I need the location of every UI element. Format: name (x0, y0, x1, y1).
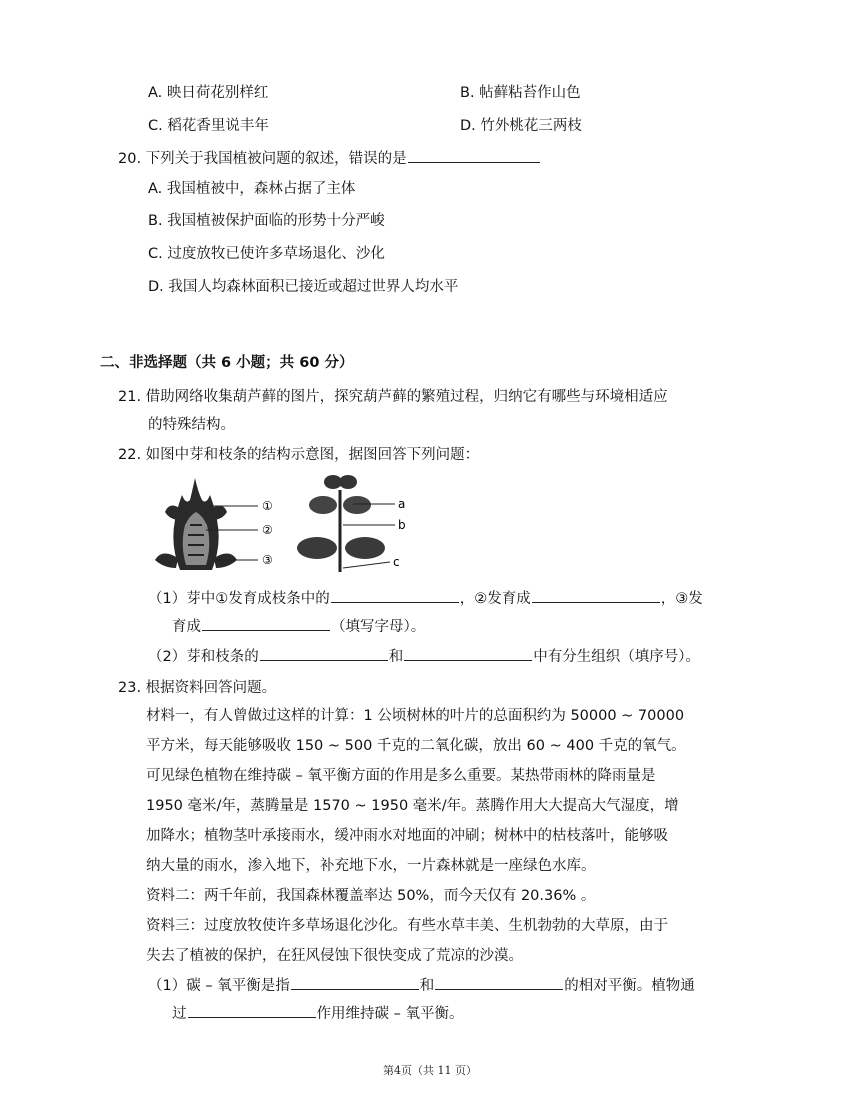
q20-option-d: D. 我国人均森林面积已接近或超过世界人均水平 (148, 279, 459, 295)
q23-p1-text-b: 和 (419, 978, 435, 994)
q23-p1-blank-2[interactable] (435, 974, 563, 990)
q22-part-1-line-1 (148, 587, 703, 608)
branch-label-c: c (393, 555, 400, 569)
q23-material-1-line-3: 可见绿色植物在维持碳 – 氧平衡方面的作用是多么重要。某热带雨林的降雨量是 (146, 768, 656, 784)
q20-stem-text: 20. 下列关于我国植被问题的叙述，错误的是 (118, 151, 407, 167)
q23-material-1-line-2: 平方米，每天能够吸收 150 ~ 500 千克的二氧化碳，放出 60 ~ 400 千克的氧气。 (146, 738, 686, 754)
q22-part-1-line-2 (172, 615, 425, 636)
q21-line-2: 的特殊结构。 (148, 417, 235, 433)
branch-label-a: a (398, 497, 406, 511)
q19-option-a: A. 映日荷花别样红 (148, 85, 269, 101)
q22-stem: 22. 如图中芽和枝条的结构示意图，据图回答下列问题： (118, 447, 480, 463)
q22-p1-text-a: （1）芽中①发育成枝条中的 (148, 591, 330, 607)
section-2-heading: 二、非选择题（共 6 小题；共 60 分） (100, 355, 354, 371)
q23-material-3-line-2: 失去了植被的保护，在狂风侵蚀下很快变成了荒凉的沙漠。 (146, 948, 523, 964)
q23-part-1-line-2 (172, 1002, 463, 1023)
q23-p1-text-c: 的相对平衡。植物通 (564, 978, 695, 994)
bud-label-3: ③ (262, 553, 273, 567)
q22-p2-text-c: 中有分生组织（填序号）。 (533, 649, 700, 665)
q20-option-a: A. 我国植被中，森林占据了主体 (148, 181, 356, 197)
q23-p1-blank-1[interactable] (291, 974, 419, 990)
q23-material-1-line-5: 加降水；植物茎叶承接雨水，缓冲雨水对地面的冲刷；树林中的枯枝落叶，能够吸 (146, 828, 668, 844)
q22-p1-blank-2[interactable] (532, 587, 660, 603)
q21-line-1: 21. 借助网络收集葫芦藓的图片，探究葫芦藓的繁殖过程，归纳它有哪些与环境相适应 (118, 389, 668, 405)
bud-label-2: ② (262, 523, 273, 537)
bud-label-1: ① (262, 499, 273, 513)
q19-option-b: B. 帖藓粘苔作山色 (460, 85, 581, 101)
branch-diagram (295, 470, 410, 578)
q22-p2-text-b: 和 (388, 649, 404, 665)
q23-p1-text-e: 作用维持碳 – 氧平衡。 (316, 1006, 464, 1022)
q22-p2-text-a: （2）芽和枝条的 (148, 649, 259, 665)
q23-material-1-line-4: 1950 毫米/年，蒸腾量是 1570 ~ 1950 毫米/年。蒸腾作用大大提高大气湿度，增 (146, 798, 679, 814)
q23-p1-text-a: （1）碳 – 氧平衡是指 (148, 978, 290, 994)
q19-option-d: D. 竹外桃花三两枝 (460, 118, 582, 134)
q23-stem: 23. 根据资料回答问题。 (118, 680, 277, 696)
branch-label-b: b (398, 518, 406, 532)
q22-part-2 (148, 645, 700, 666)
page-footer: 第4页（共 11 页） (383, 1064, 477, 1077)
q23-part-1-line-1 (148, 974, 695, 995)
q22-p1-text-d: 育成 (172, 619, 201, 635)
q22-p1-text-b: ，②发育成 (459, 591, 531, 607)
q22-p2-blank-1[interactable] (260, 645, 388, 661)
q22-p1-text-c: ，③发 (660, 591, 703, 607)
bud-diagram (140, 470, 280, 578)
q20-option-b: B. 我国植被保护面临的形势十分严峻 (148, 213, 385, 229)
q23-material-2: 资料二：两千年前，我国森林覆盖率达 50%，而今天仅有 20.36% 。 (146, 888, 596, 904)
q20-stem (118, 147, 541, 168)
q20-option-c: C. 过度放牧已使许多草场退化、沙化 (148, 246, 385, 262)
q22-p1-blank-3[interactable] (202, 615, 330, 631)
q23-material-1-line-6: 纳大量的雨水，渗入地下，补充地下水，一片森林就是一座绿色水库。 (146, 858, 596, 874)
q22-p1-text-e: （填写字母）。 (331, 619, 426, 635)
q23-p1-blank-3[interactable] (188, 1002, 316, 1018)
q23-material-1-line-1: 材料一，有人曾做过这样的计算：1 公顷树林的叶片的总面积约为 50000 ~ 70000 (146, 708, 685, 724)
q20-answer-blank[interactable] (408, 147, 540, 163)
q23-material-3-line-1: 资料三：过度放牧使许多草场退化沙化。有些水草丰美、生机勃勃的大草原，由于 (146, 918, 668, 934)
q23-p1-text-d: 过 (172, 1006, 187, 1022)
q22-p2-blank-2[interactable] (404, 645, 532, 661)
q22-p1-blank-1[interactable] (331, 587, 459, 603)
q19-option-c: C. 稻花香里说丰年 (148, 118, 269, 134)
